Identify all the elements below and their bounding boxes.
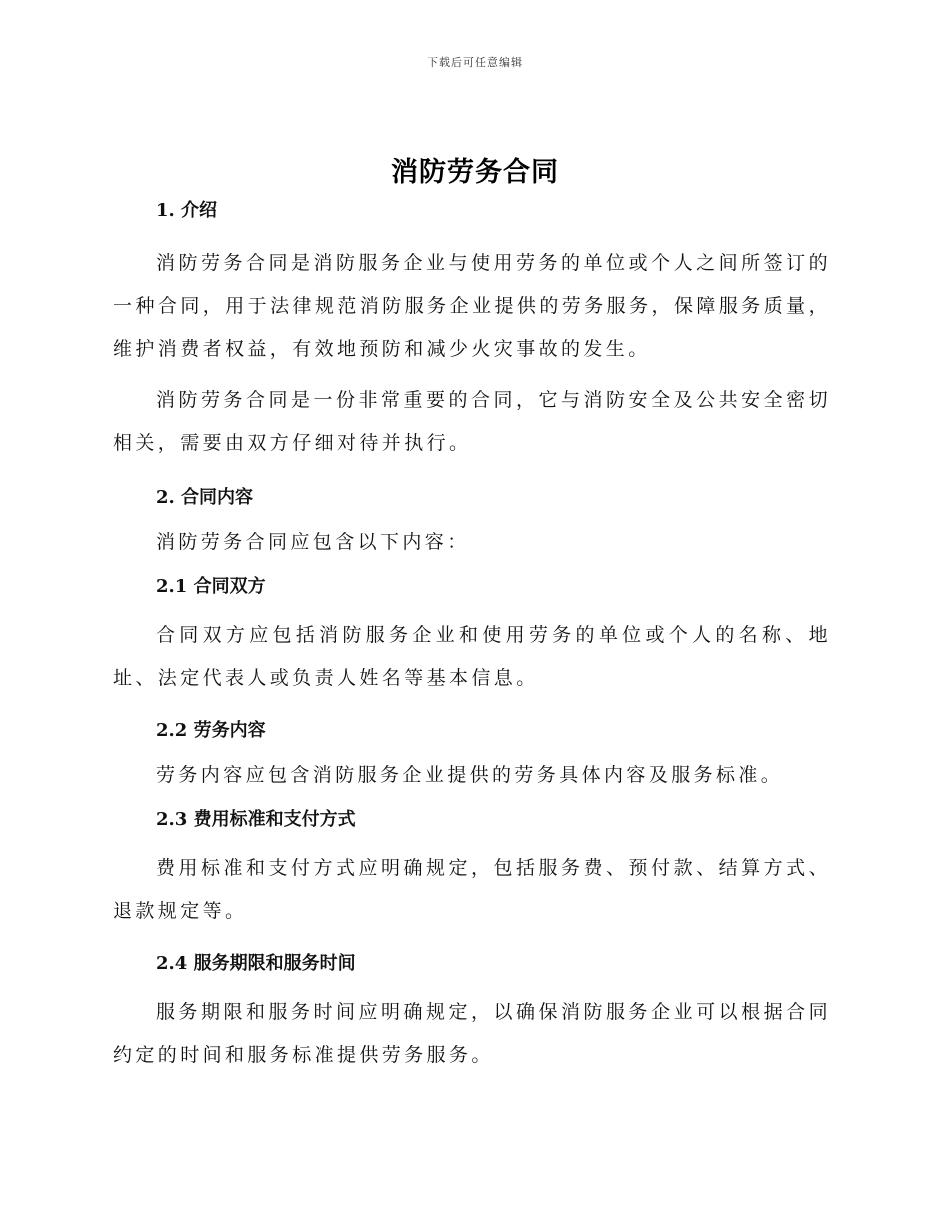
page-title: 消防劳务合同 bbox=[391, 157, 559, 188]
section-heading-fees: 2.3 费用标准和支付方式 bbox=[156, 809, 356, 830]
paragraph-intro-2: 消防劳务合同是一份非常重要的合同，它与消防安全及公共安全密切相关，需要由双方仔细对待并执行。 bbox=[113, 389, 831, 454]
header-note: 下载后可任意编辑 bbox=[427, 56, 523, 69]
paragraph-contract-content: 消防劳务合同应包含以下内容： bbox=[156, 531, 470, 553]
paragraph-labor-content: 劳务内容应包含消防服务企业提供的劳务具体内容及服务标准。 bbox=[156, 764, 784, 786]
document-body bbox=[113, 196, 831, 1077]
section-heading-parties: 2.1 合同双方 bbox=[156, 576, 266, 597]
paragraph-parties: 合同双方应包括消防服务企业和使用劳务的单位或个人的名称、地址、法定代表人或负责人姓名等基本信息。 bbox=[113, 624, 831, 689]
paragraph-fees: 费用标准和支付方式应明确规定，包括服务费、预付款、结算方式、退款规定等。 bbox=[113, 857, 831, 922]
paragraph-service-period: 服务期限和服务时间应明确规定，以确保消防服务企业可以根据合同约定的时间和服务标准提供劳务服务。 bbox=[113, 1001, 831, 1066]
paragraph-intro-1: 消防劳务合同是消防服务企业与使用劳务的单位或个人之间所签订的一种合同，用于法律规范消防服务企业提供的劳务服务，保障服务质量，维护消费者权益，有效地预防和减少火灾事故的发生。 bbox=[113, 252, 831, 360]
section-heading-labor-content: 2.2 劳务内容 bbox=[156, 720, 266, 741]
section-heading-intro: 1. 介绍 bbox=[156, 200, 218, 221]
section-heading-service-period: 2.4 服务期限和服务时间 bbox=[156, 953, 356, 974]
section-heading-contract-content: 2. 合同内容 bbox=[156, 487, 254, 508]
